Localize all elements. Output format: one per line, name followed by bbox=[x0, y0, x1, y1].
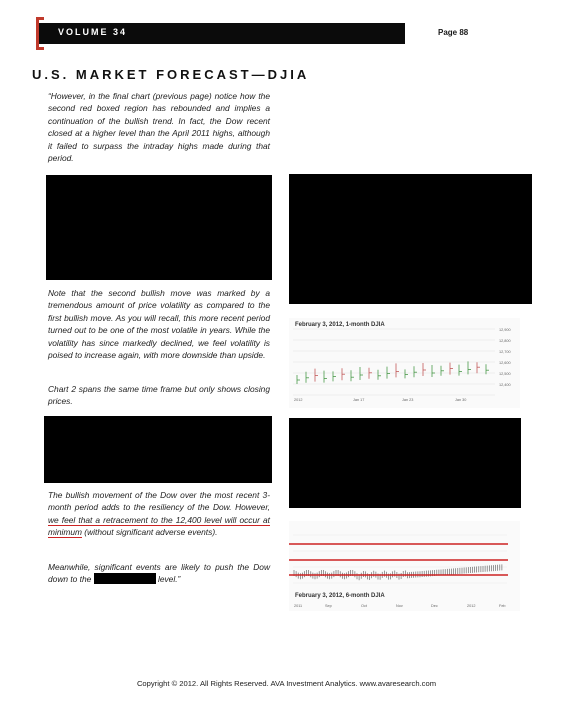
paragraph-downside bbox=[48, 561, 270, 586]
chart2-title: February 3, 2012, 6-month DJIA bbox=[295, 593, 385, 599]
page-title: U.S. MARKET FORECAST—DJIA bbox=[32, 67, 310, 82]
chart1-title: February 3, 2012, 1-month DJIA bbox=[295, 322, 385, 328]
downside-text-start: Meanwhile, significant events are likely to push the Dow down to the bbox=[48, 562, 270, 585]
volume-label: VOLUME 34 bbox=[58, 27, 128, 37]
support-lines bbox=[289, 544, 508, 575]
redacted-level bbox=[94, 573, 156, 584]
chart2-xtick: 2011 bbox=[294, 604, 303, 608]
chart1-xtick: Jan 30 bbox=[455, 398, 467, 402]
chart-1month-djia bbox=[289, 318, 520, 408]
redacted-image-2 bbox=[44, 416, 272, 483]
chart2-xtick: Sep bbox=[325, 604, 332, 608]
chart1-ytick: 12,600 bbox=[499, 361, 511, 365]
chart1-xtick: 2012 bbox=[294, 398, 303, 402]
chart2-xtick: Feb bbox=[499, 604, 506, 608]
retracement-text-end: (without significant adverse events). bbox=[81, 527, 218, 538]
page-number: Page 88 bbox=[438, 28, 469, 37]
footer-copyright: Copyright © 2012. All Rights Reserved. AVA Investment Analytics. www.avaresearch.com bbox=[136, 679, 437, 688]
redacted-image-4 bbox=[289, 418, 521, 508]
chart1-xtick: Jan 23 bbox=[402, 398, 414, 402]
chart2-xtick: Dec bbox=[431, 604, 438, 608]
chart1-xtick: Jan 17 bbox=[353, 398, 365, 402]
chart1-plot bbox=[289, 318, 520, 408]
retracement-highlight: we feel that a retracement to the 12,400 level will occur at minimum bbox=[48, 514, 270, 538]
chart-6month-djia bbox=[289, 521, 520, 611]
redacted-image-1 bbox=[46, 175, 272, 280]
retracement-text-start: The bullish movement of the Dow over the most recent 3-month period adds to the resiliency of the Dow. However, bbox=[48, 490, 270, 513]
paragraph-chart2: Chart 2 spans the same time frame but only shows closing prices. bbox=[48, 384, 270, 407]
chart2-xtick: Nov bbox=[396, 604, 403, 608]
paragraph-retracement bbox=[48, 489, 270, 539]
paragraph-intro: “However, in the final chart (previous page) notice how the second red boxed region has rebounded and implies a continuation of the bullish trend. In fact, the Dow recent closed at a higher level than the April 2011 highs, although it failed to surpass the intraday highs made during that period. bbox=[48, 91, 270, 164]
chart2-xtick: 2012 bbox=[467, 604, 476, 608]
chart1-ytick: 12,500 bbox=[499, 372, 511, 376]
paragraph-volatility: Note that the second bullish move was marked by a tremendous amount of price volatility as compared to the first bullish move. As you will recall, this more recent period turned out to be one of the most volatile in years. While the volatility has since markedly declined, we feel volatility is poised to increase again, with more downside than upside. bbox=[48, 288, 270, 361]
chart1-ytick: 12,800 bbox=[499, 339, 511, 343]
chart1-ytick: 12,400 bbox=[499, 383, 511, 387]
downside-text-end: level.” bbox=[155, 574, 181, 585]
chart1-ytick: 12,900 bbox=[499, 328, 511, 332]
bracket-accent bbox=[36, 17, 44, 50]
chart2-xtick: Oct bbox=[361, 604, 367, 608]
redacted-image-3 bbox=[289, 174, 532, 304]
chart1-ytick: 12,700 bbox=[499, 350, 511, 354]
